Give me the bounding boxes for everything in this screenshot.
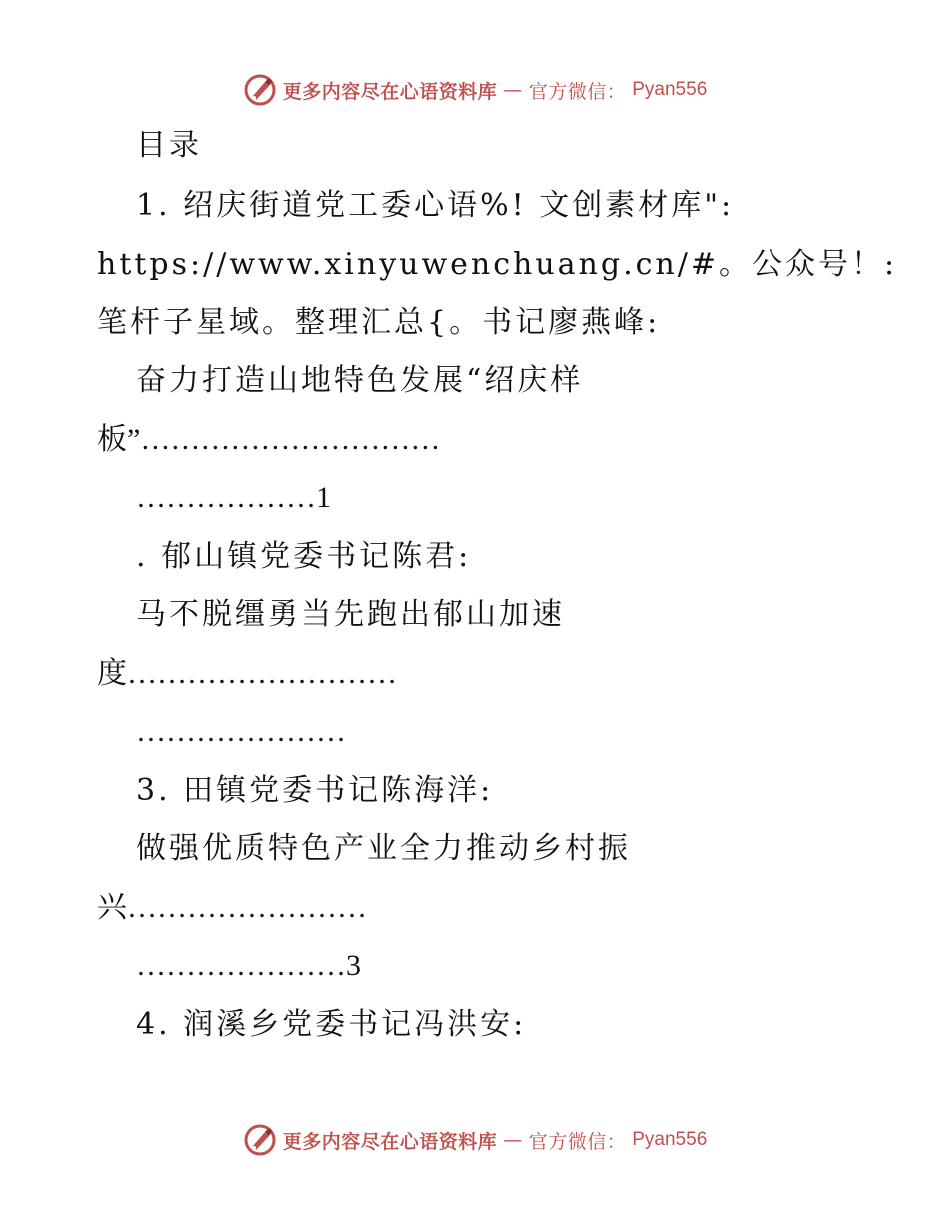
- header-watermark-inner: [243, 73, 708, 107]
- watermark-separator: —: [503, 79, 523, 101]
- toc-entry-2-title-line-1: 马不脱缰勇当先跑出郁山加速: [136, 597, 565, 632]
- watermark-title: 更多内容尽在心语资料库: [282, 1130, 498, 1153]
- toc-entry-4-line-1: 4. 润溪乡党委书记冯洪安:: [136, 1007, 527, 1042]
- watermark-wechat-label: 官方微信：: [528, 1130, 627, 1153]
- toc-entry-2-line-1: . 郁山镇党委书记陈君:: [136, 539, 472, 574]
- watermark-wechat-id: Pyan556: [632, 1129, 708, 1150]
- toc-entry-1-line-2: https://www.xinyuwenchuang.cn/#。公众号！:: [97, 247, 898, 282]
- toc-entry-3-page: …………………3: [136, 949, 361, 982]
- toc-entry-3-title-line-2: 兴……………………: [97, 891, 367, 924]
- toc-entry-1-title-line-2: 板”…………………………: [97, 423, 441, 456]
- toc-entry-1-title-line-1: 奋力打造山地特色发展“绍庆样: [136, 363, 584, 398]
- toc-entry-1-page: ………………1: [136, 481, 331, 514]
- footer-watermark: [0, 1118, 950, 1162]
- toc-entry-3-line-1: 3. 田镇党委书记陈海洋:: [136, 773, 494, 808]
- toc-heading: 目录: [136, 128, 202, 163]
- toc-entry-1-line-1: 1. 绍庆街道党工委心语%! 文创素材库":: [136, 188, 735, 223]
- toc-entry-2-title-line-2: 度………………………: [97, 657, 397, 690]
- toc-entry-1-line-3: 笔杆子星域。整理汇总{。书记廖燕峰:: [97, 305, 661, 340]
- toc-entry-2-page: …………………: [136, 715, 346, 748]
- header-watermark: [0, 68, 950, 112]
- watermark-separator: —: [503, 1129, 523, 1151]
- watermark-title: 更多内容尽在心语资料库: [282, 80, 498, 103]
- toc-entry-3-title-line-1: 做强优质特色产业全力推动乡村振: [136, 831, 631, 866]
- watermark-wechat-id: Pyan556: [632, 79, 708, 100]
- footer-watermark-inner: [243, 1123, 708, 1157]
- brand-logo-icon: [243, 73, 277, 107]
- watermark-wechat-label: 官方微信：: [528, 80, 627, 103]
- brand-logo-icon: [243, 1123, 277, 1157]
